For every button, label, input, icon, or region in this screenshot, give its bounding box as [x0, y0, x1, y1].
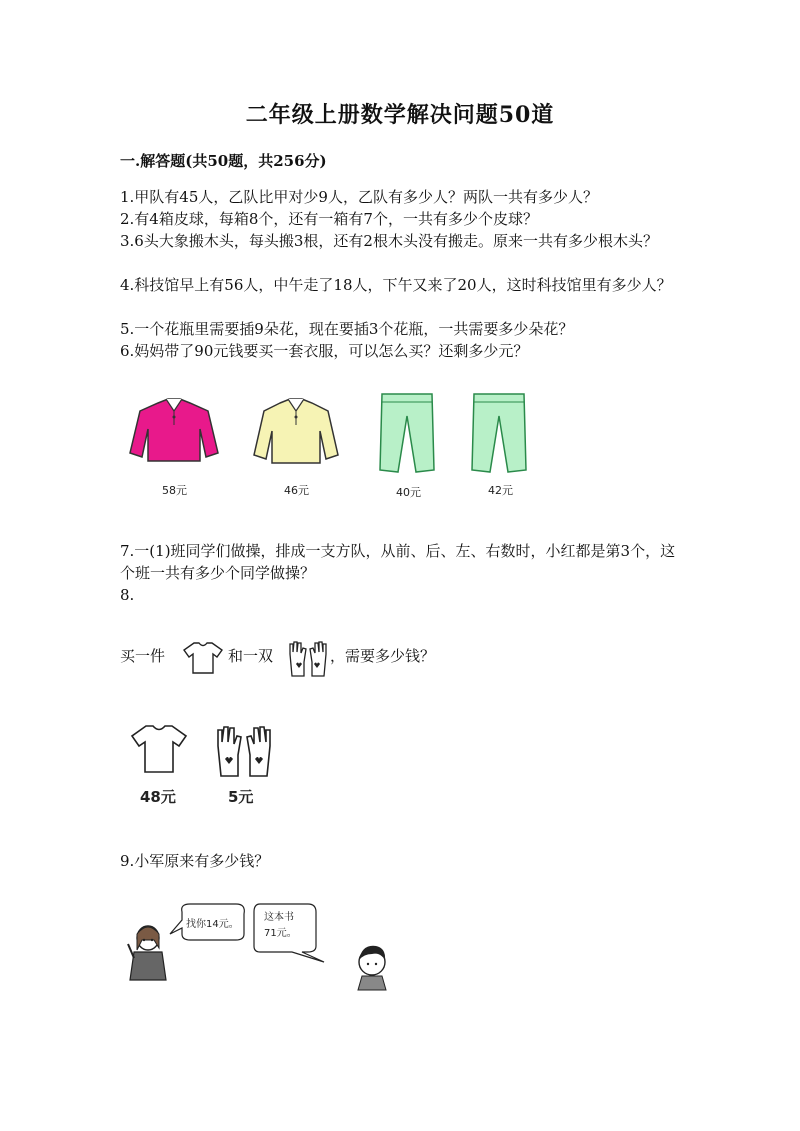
- question-5: 5.一个花瓶里需要插9朵花，现在要插3个花瓶，一共需要多少朵花？: [120, 320, 574, 338]
- page-title: 二年级上册数学解决问题50道: [245, 102, 555, 128]
- question-4: 4.科技馆早上有56人，中午走了18人，下午又来了20人，这时科技馆里有多少人？: [120, 276, 672, 294]
- q8-text-b: 和一双: [228, 647, 274, 665]
- gloves-large-icon: [214, 722, 274, 780]
- price-pink-sweater: 58元: [162, 484, 187, 497]
- yellow-sweater-image: [252, 395, 340, 467]
- tshirt-icon: [182, 640, 224, 676]
- q9-bubble-right-line2: 71元。: [264, 928, 297, 939]
- price-green-pants-1: 40元: [396, 486, 421, 499]
- price-yellow-sweater: 46元: [284, 484, 309, 497]
- question-1: 1.甲队有45人，乙队比甲对少9人，乙队有多少人？两队一共有多少人？: [120, 188, 598, 206]
- green-pants-image-1: [376, 390, 438, 476]
- q8-text-a: 买一件: [120, 647, 166, 665]
- price-green-pants-2: 42元: [488, 484, 513, 497]
- q9-illustration: [124, 900, 394, 992]
- pink-sweater-image: [128, 395, 220, 465]
- question-7: 7.一(1)班同学们做操，排成一支方队，从前、后、左、右数时，小红都是第3个，这个班一共有多少个同学做操？: [120, 542, 676, 582]
- green-pants-image-2: [468, 390, 530, 476]
- question-3: 3.6头大象搬木头，每头搬3根，还有2根木头没有搬走。原来一共有多少根木头？: [120, 232, 658, 250]
- price-tshirt: 48元: [140, 788, 176, 806]
- q9-bubble-right-line1: 这本书: [264, 912, 294, 923]
- q9-bubble-left-text: 找你14元。: [186, 919, 239, 930]
- q8-text-c: ，需要多少钱？: [330, 647, 436, 665]
- question-8: 8.: [120, 586, 135, 604]
- tshirt-large-icon: [128, 722, 190, 776]
- question-6: 6.妈妈带了90元钱要买一套衣服，可以怎么买？还剩多少元？: [120, 342, 529, 360]
- gloves-icon: [287, 638, 329, 680]
- price-gloves: 5元: [228, 788, 254, 806]
- question-9: 9.小军原来有多少钱？: [120, 852, 270, 870]
- question-2: 2.有4箱皮球，每箱8个，还有一箱有7个，一共有多少个皮球？: [120, 210, 538, 228]
- section-heading: 一.解答题(共50题，共256分): [120, 152, 327, 170]
